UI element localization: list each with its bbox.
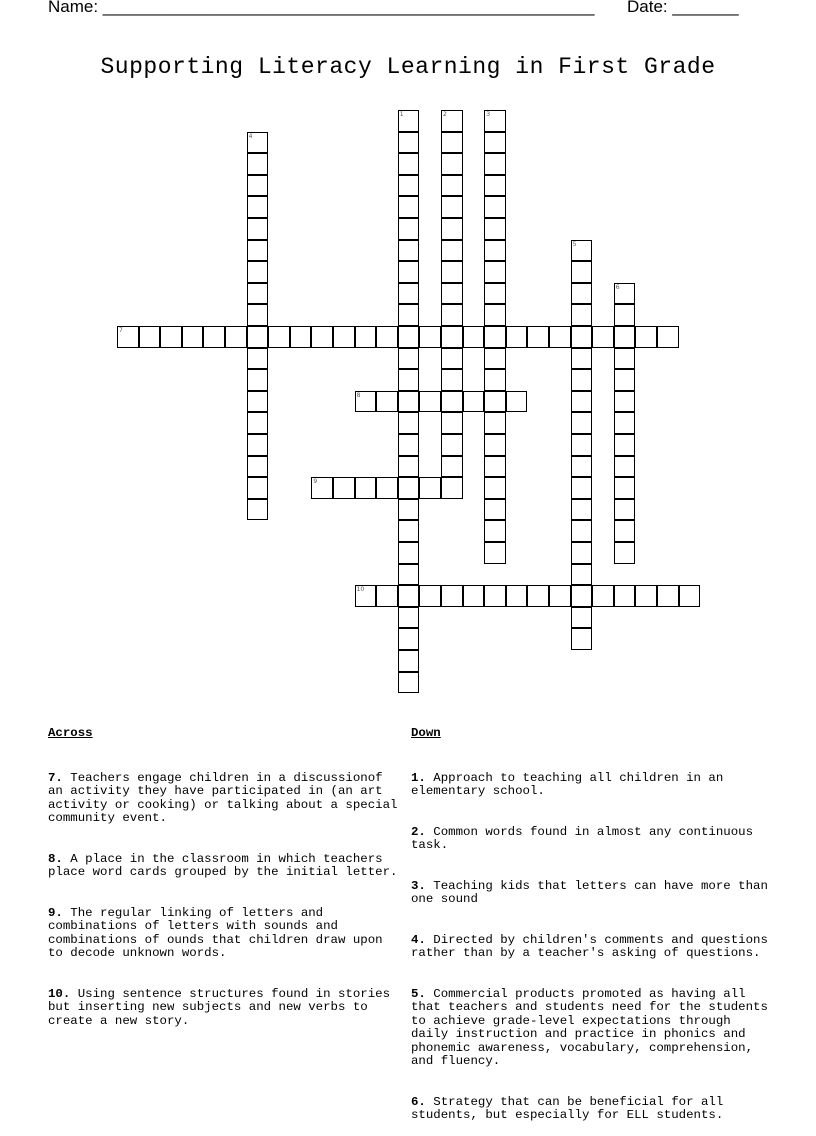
crossword-cell[interactable]	[419, 391, 441, 413]
cell-number: 2	[443, 111, 447, 118]
crossword-cell[interactable]	[571, 434, 593, 456]
crossword-cell[interactable]	[398, 196, 420, 218]
crossword-cell[interactable]	[614, 391, 636, 413]
crossword-cell[interactable]	[398, 261, 420, 283]
crossword-cell[interactable]	[571, 369, 593, 391]
clue-down-4	[411, 932, 776, 961]
crossword-cell[interactable]	[441, 326, 463, 348]
crossword-cell[interactable]	[571, 304, 593, 326]
across-heading: Across	[48, 726, 93, 740]
crossword-cell[interactable]	[506, 326, 528, 348]
crossword-cell[interactable]	[398, 607, 420, 629]
crossword-cell[interactable]	[398, 585, 420, 607]
crossword-cell[interactable]	[571, 477, 593, 499]
crossword-cell[interactable]	[398, 434, 420, 456]
crossword-cell[interactable]	[225, 326, 247, 348]
clue-number: 6.	[411, 1094, 426, 1109]
clue-down-5	[411, 986, 776, 1069]
crossword-cell[interactable]	[398, 542, 420, 564]
crossword-cell[interactable]	[398, 132, 420, 154]
crossword-cell[interactable]	[247, 283, 269, 305]
name-field: Name: ____________________________________________________	[48, 0, 595, 16]
crossword-cell[interactable]	[355, 326, 377, 348]
crossword-cell[interactable]	[398, 283, 420, 305]
crossword-cell[interactable]	[484, 585, 506, 607]
crossword-cell[interactable]	[614, 456, 636, 478]
crossword-cell[interactable]	[441, 585, 463, 607]
clue-text: Using sentence structures found in stories but inserting new subjects and new verbs to create a new story.	[48, 986, 398, 1028]
cell-number: 8	[356, 391, 361, 399]
crossword-cell[interactable]	[419, 585, 441, 607]
crossword-cell[interactable]	[571, 391, 593, 413]
crossword-cell[interactable]	[398, 110, 420, 132]
crossword-cell[interactable]	[398, 391, 420, 413]
clue-down-3	[411, 878, 776, 907]
crossword-cell[interactable]	[571, 607, 593, 629]
crossword-cell[interactable]	[592, 326, 614, 348]
crossword-cell[interactable]	[441, 132, 463, 154]
clue-text: Commercial products promoted as having all that teachers and students need for the students to achieve grade-level expectations through daily instruction and practice in phonics and phonemic awareness, vocabulary, comprehension, and fluency.	[411, 986, 776, 1068]
crossword-cell[interactable]	[614, 412, 636, 434]
crossword-cell[interactable]	[311, 477, 333, 499]
crossword-cell[interactable]	[549, 585, 571, 607]
crossword-cell[interactable]	[247, 412, 269, 434]
crossword-cell[interactable]	[527, 585, 549, 607]
clue-down-1	[411, 772, 773, 799]
crossword-cell[interactable]	[441, 391, 463, 413]
crossword-cell[interactable]	[441, 412, 463, 434]
crossword-cell[interactable]	[355, 585, 377, 607]
clue-text: Teaching kids that letters can have more than one sound	[411, 878, 776, 906]
crossword-cell[interactable]	[333, 326, 355, 348]
down-clues	[411, 700, 776, 1136]
crossword-cell[interactable]	[484, 542, 506, 564]
crossword-cell[interactable]	[484, 196, 506, 218]
crossword-cell[interactable]	[506, 391, 528, 413]
crossword-cell[interactable]	[614, 477, 636, 499]
crossword-cell[interactable]	[614, 520, 636, 542]
crossword-cell[interactable]	[398, 412, 420, 434]
clue-number: 5.	[411, 986, 426, 1001]
crossword-cell[interactable]	[463, 391, 485, 413]
crossword-cell[interactable]	[441, 348, 463, 370]
crossword-cell[interactable]	[441, 369, 463, 391]
crossword-cell[interactable]	[441, 434, 463, 456]
clue-number: 1.	[411, 770, 426, 785]
crossword-cell[interactable]	[247, 240, 269, 262]
crossword-cell[interactable]	[571, 456, 593, 478]
clue-number: 9.	[48, 905, 63, 920]
crossword-cell[interactable]	[203, 326, 225, 348]
crossword-cell[interactable]	[247, 153, 269, 175]
clue-across-9	[48, 907, 400, 961]
crossword-cell[interactable]	[355, 477, 377, 499]
clue-number: 10.	[48, 986, 71, 1001]
crossword-cell[interactable]	[484, 153, 506, 175]
crossword-cell[interactable]	[311, 326, 333, 348]
crossword-cell[interactable]	[484, 456, 506, 478]
crossword-cell[interactable]	[484, 434, 506, 456]
clue-down-6	[411, 1096, 773, 1123]
crossword-cell[interactable]	[441, 261, 463, 283]
down-heading: Down	[411, 726, 441, 740]
crossword-cell[interactable]	[484, 348, 506, 370]
crossword-cell[interactable]	[398, 477, 420, 499]
clue-across-10	[48, 988, 400, 1029]
crossword-cell[interactable]	[376, 585, 398, 607]
crossword-cell[interactable]	[441, 110, 463, 132]
crossword-cell[interactable]	[571, 520, 593, 542]
cell-number: 1	[399, 111, 404, 118]
crossword-cell[interactable]	[398, 369, 420, 391]
crossword-cell[interactable]	[117, 326, 139, 348]
crossword-cell[interactable]	[484, 412, 506, 434]
crossword-cell[interactable]	[571, 542, 593, 564]
crossword-cell[interactable]	[484, 261, 506, 283]
crossword-cell[interactable]	[635, 326, 657, 348]
clue-across-8	[48, 853, 400, 880]
clue-text: Teachers engage children in a discussionof an activity they have participated in (an art activity or cooking) or talking about a special community event.	[48, 770, 405, 825]
crossword-cell[interactable]	[247, 477, 269, 499]
crossword-cell[interactable]	[571, 348, 593, 370]
clue-number: 7.	[48, 770, 63, 785]
crossword-cell[interactable]	[484, 132, 506, 154]
crossword-cell[interactable]	[441, 196, 463, 218]
crossword-cell[interactable]	[484, 304, 506, 326]
crossword-cell[interactable]	[398, 218, 420, 240]
crossword-cell[interactable]	[549, 326, 571, 348]
crossword-cell[interactable]	[398, 153, 420, 175]
clue-text: Strategy that can be beneficial for all students, but especially for ELL students.	[411, 1094, 731, 1122]
crossword-cell[interactable]	[484, 369, 506, 391]
crossword-cell[interactable]	[398, 304, 420, 326]
cell-number: 9	[313, 478, 318, 486]
crossword-cell[interactable]	[247, 456, 269, 478]
crossword-cell[interactable]	[247, 326, 269, 348]
clue-number: 4.	[411, 932, 426, 947]
clue-number: 8.	[48, 851, 63, 866]
crossword-cell[interactable]	[398, 628, 420, 650]
clue-across-7	[48, 770, 405, 826]
crossword-cell[interactable]	[463, 326, 485, 348]
crossword-cell[interactable]	[247, 499, 269, 521]
crossword-cell[interactable]	[333, 477, 355, 499]
crossword-cell[interactable]	[527, 326, 549, 348]
crossword-cell[interactable]	[441, 477, 463, 499]
crossword-cell[interactable]	[247, 304, 269, 326]
crossword-cell[interactable]	[419, 477, 441, 499]
crossword-cell[interactable]	[484, 520, 506, 542]
crossword-cell[interactable]	[614, 434, 636, 456]
crossword-cell[interactable]	[484, 175, 506, 197]
crossword-cell[interactable]	[398, 456, 420, 478]
clue-text: Approach to teaching all children in an elementary school.	[411, 770, 731, 798]
cell-number: 7	[119, 327, 123, 334]
crossword-cell[interactable]	[182, 326, 204, 348]
crossword-cell[interactable]	[614, 348, 636, 370]
cell-number: 10	[356, 586, 365, 594]
across-clues	[48, 700, 405, 1042]
crossword-cell[interactable]	[376, 477, 398, 499]
crossword-cell[interactable]	[160, 326, 182, 348]
crossword-cell[interactable]	[463, 585, 485, 607]
crossword-cell[interactable]	[571, 283, 593, 305]
clue-text: Directed by children's comments and questions rather than by a teacher's asking of questions.	[411, 932, 776, 960]
crossword-cell[interactable]	[376, 391, 398, 413]
crossword-cell[interactable]	[247, 196, 269, 218]
clue-text: A place in the classroom in which teachers place word cards grouped by the initial letter.	[48, 851, 398, 879]
crossword-cell[interactable]	[247, 434, 269, 456]
crossword-cell[interactable]	[484, 240, 506, 262]
date-field: Date: _______	[627, 0, 739, 16]
crossword-cell[interactable]	[571, 585, 593, 607]
crossword-cell[interactable]	[571, 261, 593, 283]
puzzle-title: Supporting Literacy Learning in First Grade	[100, 54, 716, 80]
crossword-cell[interactable]	[247, 391, 269, 413]
crossword-cell[interactable]	[441, 175, 463, 197]
clue-number: 2.	[411, 824, 426, 839]
crossword-cell[interactable]	[398, 348, 420, 370]
crossword-cell[interactable]	[355, 391, 377, 413]
crossword-cell[interactable]	[679, 585, 701, 607]
crossword-cell[interactable]	[592, 585, 614, 607]
crossword-cell[interactable]	[614, 542, 636, 564]
cell-number: 6	[615, 283, 620, 291]
crossword-cell[interactable]	[506, 585, 528, 607]
crossword-cell[interactable]	[398, 326, 420, 348]
crossword-cell[interactable]	[376, 326, 398, 348]
crossword-cell[interactable]	[441, 456, 463, 478]
cell-number: 5	[572, 240, 577, 248]
crossword-cell[interactable]	[657, 326, 679, 348]
crossword-cell[interactable]	[614, 369, 636, 391]
crossword-cell[interactable]	[635, 585, 657, 607]
crossword-cell[interactable]	[484, 218, 506, 240]
cell-number: 3	[486, 111, 491, 118]
clue-text: Common words found in almost any continuous task.	[411, 824, 761, 852]
crossword-cell[interactable]	[247, 369, 269, 391]
crossword-cell[interactable]	[441, 304, 463, 326]
crossword-cell[interactable]	[484, 110, 506, 132]
crossword-cell[interactable]	[614, 585, 636, 607]
crossword-cell[interactable]	[614, 283, 636, 305]
crossword-cell[interactable]	[484, 283, 506, 305]
crossword-cell[interactable]	[571, 628, 593, 650]
crossword-cell[interactable]	[441, 240, 463, 262]
crossword-cell[interactable]	[484, 477, 506, 499]
crossword-cell[interactable]	[247, 132, 269, 154]
crossword-cell[interactable]	[484, 391, 506, 413]
clue-number: 3.	[411, 878, 426, 893]
crossword-cell[interactable]	[290, 326, 312, 348]
crossword-cell[interactable]	[398, 564, 420, 586]
crossword-cell[interactable]	[419, 326, 441, 348]
crossword-cell[interactable]	[657, 585, 679, 607]
crossword-cell[interactable]	[614, 326, 636, 348]
crossword-cell[interactable]	[398, 240, 420, 262]
crossword-cell[interactable]	[398, 672, 420, 694]
crossword-cell[interactable]	[268, 326, 290, 348]
crossword-cell[interactable]	[398, 650, 420, 672]
crossword-cell[interactable]	[571, 240, 593, 262]
crossword-cell[interactable]	[484, 499, 506, 521]
crossword-cell[interactable]	[571, 564, 593, 586]
crossword-cell[interactable]	[571, 412, 593, 434]
clue-down-2	[411, 826, 773, 853]
crossword-cell[interactable]	[614, 304, 636, 326]
crossword-cell[interactable]	[398, 499, 420, 521]
crossword-cell[interactable]	[398, 520, 420, 542]
crossword-cell[interactable]	[571, 326, 593, 348]
crossword-cell[interactable]	[571, 499, 593, 521]
crossword-cell[interactable]	[441, 283, 463, 305]
crossword-cell[interactable]	[247, 175, 269, 197]
crossword-cell[interactable]	[441, 153, 463, 175]
crossword-cell[interactable]	[398, 175, 420, 197]
crossword-cell[interactable]	[247, 348, 269, 370]
cell-number: 4	[248, 132, 253, 140]
crossword-cell[interactable]	[614, 499, 636, 521]
crossword-cell[interactable]	[139, 326, 161, 348]
crossword-cell[interactable]	[441, 218, 463, 240]
crossword-cell[interactable]	[247, 261, 269, 283]
clue-text: The regular linking of letters and combinations of letters with sounds and combinations of ounds that children draw upon to decode unknown words.	[48, 905, 391, 960]
crossword-cell[interactable]	[247, 218, 269, 240]
crossword-cell[interactable]	[484, 326, 506, 348]
